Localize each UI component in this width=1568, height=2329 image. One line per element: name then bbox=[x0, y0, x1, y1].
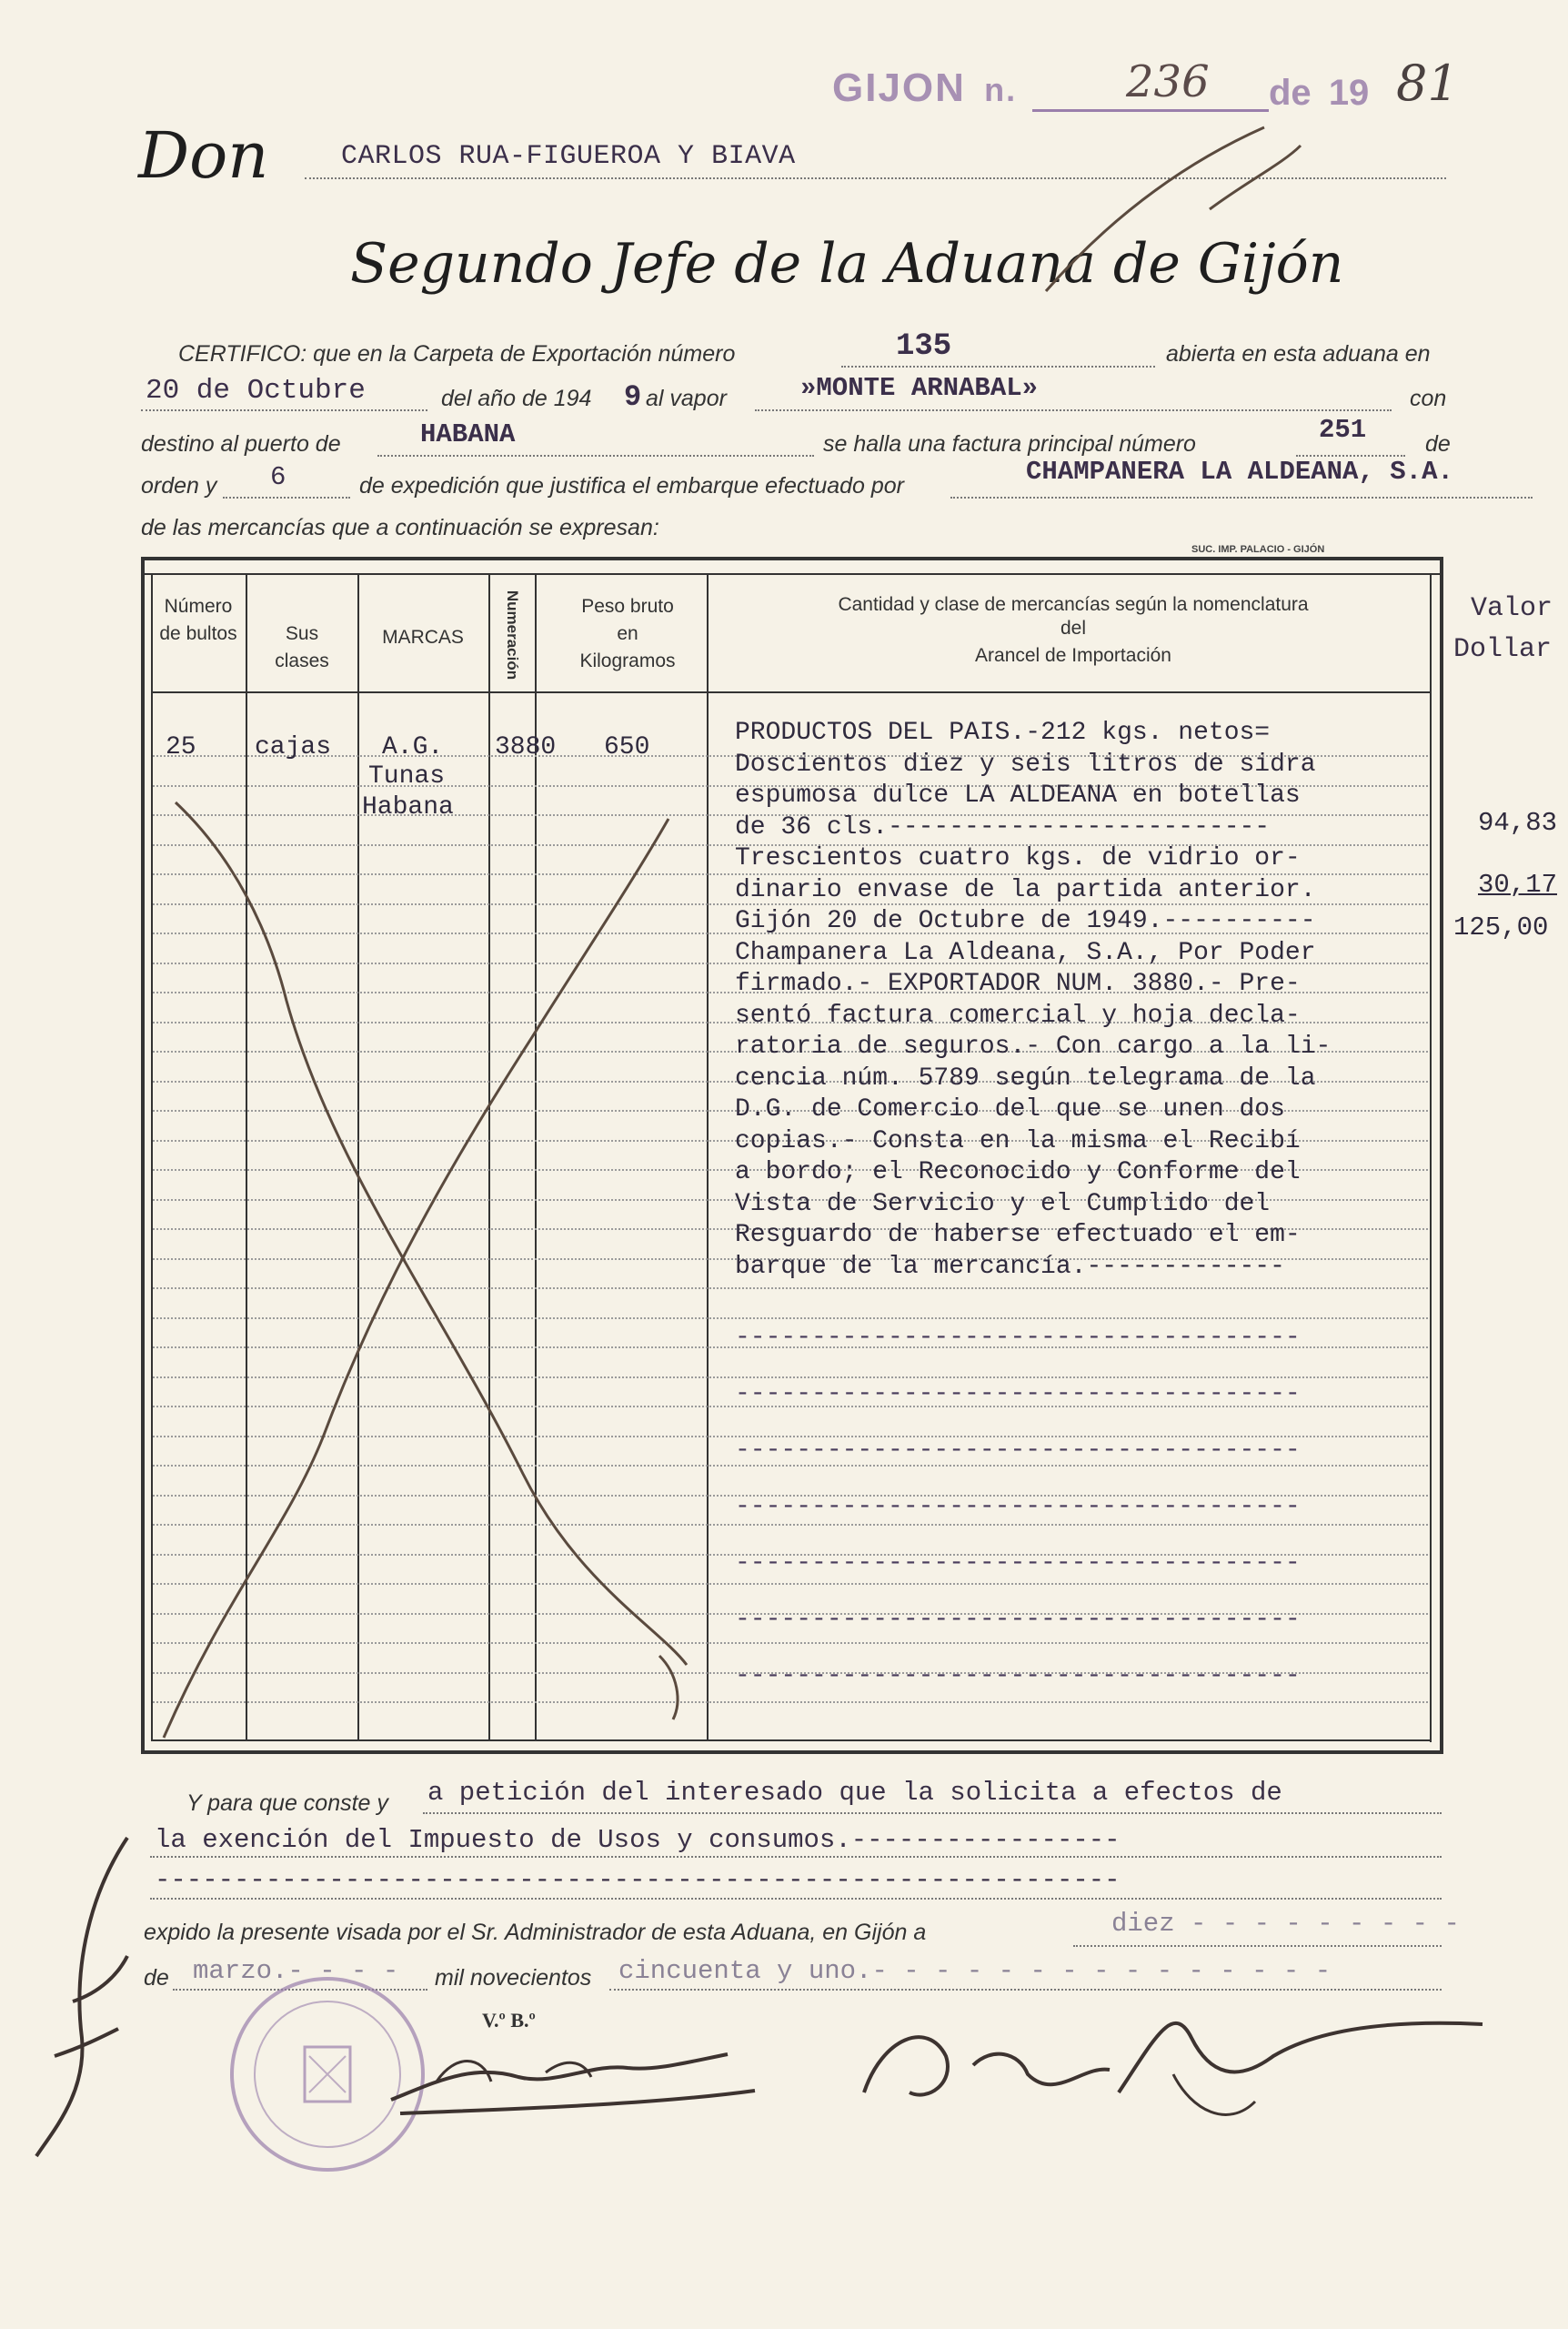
dash-row: ------------------------------------- bbox=[735, 1380, 1301, 1408]
expido-text: expido la presente visada por el Sr. Administrador de esta Aduana, en Gijón a bbox=[144, 1920, 927, 1945]
peticion-line-3: ------------------------------------------------------------- bbox=[155, 1865, 1121, 1895]
header-marcas: MARCAS bbox=[382, 627, 464, 648]
header-cantidad-3: Arancel de Importación bbox=[975, 645, 1171, 666]
table-bottom-border bbox=[141, 1750, 1443, 1754]
stamp-de: de bbox=[1269, 73, 1312, 113]
entry-bultos: 25 bbox=[166, 733, 196, 761]
destino-text: destino al puerto de bbox=[141, 431, 341, 457]
value-sidra: 94,83 bbox=[1478, 808, 1558, 838]
description-line: D.G. de Comercio del que se unen dos bbox=[735, 1095, 1285, 1124]
header-numeracion: Numeración bbox=[504, 590, 521, 681]
table-left-border bbox=[141, 557, 145, 1753]
description-line: copias.- Consta en la misma el Recibí bbox=[735, 1126, 1301, 1155]
description-line: cencia núm. 5789 según telegrama de la bbox=[735, 1064, 1316, 1093]
folder-number: 135 bbox=[896, 329, 952, 364]
description-line: Resguardo de haberse efectuado el em- bbox=[735, 1221, 1301, 1249]
entry-clases: cajas bbox=[255, 733, 332, 761]
description-line: Gijón 20 de Octubre de 1949.---------- bbox=[735, 907, 1316, 935]
header-bottom bbox=[151, 691, 1432, 693]
issue-day: diez - - - - - - - - - bbox=[1111, 1909, 1460, 1939]
expedition-number: 6 bbox=[270, 462, 286, 492]
value-total: 125,00 bbox=[1453, 912, 1549, 943]
dash-row: ------------------------------------- bbox=[735, 1606, 1301, 1634]
entry-peso: 650 bbox=[604, 733, 650, 761]
mil-novecientos-text: mil novecientos bbox=[435, 1965, 592, 1991]
de-text: de bbox=[1425, 431, 1451, 457]
stamp-n-label: n. bbox=[984, 71, 1018, 108]
folder-number-line bbox=[841, 366, 1155, 368]
last-line-text: de las mercancías que a continuación se expresan: bbox=[141, 515, 659, 540]
header-clases: Sus clases bbox=[275, 623, 329, 671]
de-month-label: de bbox=[144, 1965, 169, 1991]
port-line bbox=[377, 455, 814, 457]
header-valor: Valor bbox=[1471, 593, 1553, 624]
peticion-line-2: la exención del Impuesto de Usos y consumos.----------------- bbox=[155, 1825, 1121, 1855]
entry-marcas-2: Tunas bbox=[368, 762, 446, 791]
issue-year: cincuenta y uno.- - - - - - - - - - - - - - - bbox=[618, 1956, 1332, 1986]
description-line: a bordo; el Reconocido y Conforme del bbox=[735, 1158, 1301, 1186]
description-line: Trescientos cuatro kgs. de vidrio or- bbox=[735, 844, 1301, 872]
stamp-number: 236 bbox=[1126, 56, 1210, 107]
cross-out-strokes bbox=[150, 782, 714, 1747]
table-right-inner bbox=[1430, 573, 1432, 1742]
table-header-top bbox=[141, 573, 1442, 575]
margin-signature bbox=[18, 1820, 164, 2165]
entry-marcas-1: A.G. bbox=[382, 733, 444, 761]
dash-row: ------------------------------------- bbox=[735, 1549, 1301, 1578]
abierta-text: abierta en esta aduana en bbox=[1166, 341, 1431, 367]
date-opened-line bbox=[141, 409, 427, 411]
header-bultos: Número de bultos bbox=[159, 596, 237, 644]
vessel-line bbox=[755, 409, 1392, 411]
header-cantidad-1: Cantidad y clase de mercancías según la nomenclatura bbox=[838, 594, 1309, 615]
expedition-line bbox=[223, 497, 350, 499]
header-dollar: Dollar bbox=[1453, 634, 1553, 665]
peticion-underline-3 bbox=[150, 1898, 1442, 1900]
header-cantidad-2: del bbox=[1060, 618, 1087, 639]
exporter-line bbox=[950, 497, 1533, 499]
description-line: Doscientos diez y seis litros de sidra bbox=[735, 750, 1316, 779]
entry-numeracion: 3880 bbox=[495, 733, 557, 761]
expedicion-text: de expedición que justifica el embarque efectuado por bbox=[359, 473, 905, 499]
description-line: Champanera La Aldeana, S.A., Por Poder bbox=[735, 938, 1316, 967]
stamp-year-prefix: 19 bbox=[1328, 73, 1370, 113]
year-digit: 9 bbox=[624, 380, 642, 414]
del-ano-text: del año de 194 bbox=[441, 386, 592, 411]
exporter-name: CHAMPANERA LA ALDEANA, S.A. bbox=[1026, 457, 1453, 487]
para-que-text: Y para que conste y bbox=[186, 1790, 388, 1816]
peticion-underline-1 bbox=[423, 1812, 1442, 1814]
description-line: espumosa dulce LA ALDEANA en botellas bbox=[735, 781, 1301, 810]
certifico-intro: CERTIFICO: que en la Carpeta de Exportación número bbox=[178, 341, 736, 367]
description-line: de 36 cls.------------------------- bbox=[735, 812, 1271, 842]
description-line: barque de la mercancía.------------- bbox=[735, 1252, 1285, 1281]
description-line: dinario envase de la partida anterior. bbox=[735, 875, 1316, 904]
value-vidrio: 30,17 bbox=[1478, 870, 1558, 900]
issue-month: marzo.- - - - bbox=[193, 1956, 399, 1986]
page-title: Segundo Jefe de la Aduana de Gijón bbox=[350, 232, 1344, 296]
description-line: sentó factura comercial y hoja decla- bbox=[735, 1001, 1301, 1030]
table-top-border bbox=[141, 557, 1442, 560]
dash-row: ------------------------------------- bbox=[735, 1437, 1301, 1465]
factura-text: se halla una factura principal número bbox=[823, 431, 1196, 457]
description-line: PRODUCTOS DEL PAIS.-212 kgs. netos= bbox=[735, 719, 1271, 747]
peticion-line-1: a petición del interesado que la solicita a efectos de bbox=[427, 1778, 1282, 1808]
invoice-number: 251 bbox=[1319, 415, 1367, 445]
printer-mark: SUC. IMP. PALACIO - GIJÓN bbox=[1191, 544, 1325, 555]
description-line: ratoria de seguros.- Con cargo a la li- bbox=[735, 1033, 1332, 1061]
stamp-city: GIJON bbox=[832, 66, 966, 110]
office-stamp bbox=[832, 66, 1017, 111]
dash-row: ------------------------------------- bbox=[735, 1324, 1301, 1352]
description-line: Vista de Servicio y el Cumplido del bbox=[735, 1189, 1271, 1218]
day-underline bbox=[1073, 1945, 1442, 1947]
visto-bueno: V.º B.º bbox=[482, 2009, 536, 2032]
vessel-name: »MONTE ARNABAL» bbox=[800, 373, 1039, 403]
peticion-underline-2 bbox=[150, 1856, 1442, 1858]
title-pen-stroke bbox=[1028, 109, 1310, 309]
handwritten-year: 81 bbox=[1396, 55, 1459, 112]
don-label: Don bbox=[138, 118, 269, 193]
signature-right bbox=[846, 1983, 1501, 2147]
official-name: CARLOS RUA-FIGUEROA Y BIAVA bbox=[341, 141, 796, 172]
destination-port: HABANA bbox=[420, 419, 516, 449]
stamp-year bbox=[1269, 73, 1369, 114]
description-line: firmado.- EXPORTADOR NUM. 3880.- Pre- bbox=[735, 970, 1301, 998]
al-vapor-text: al vapor bbox=[646, 386, 727, 411]
table-right-border bbox=[1440, 557, 1443, 1753]
con-text: con bbox=[1410, 386, 1447, 411]
orden-text: orden y bbox=[141, 473, 217, 499]
dash-row: ------------------------------------- bbox=[735, 1493, 1301, 1521]
entry-marcas-3: Habana bbox=[362, 793, 454, 822]
date-opened: 20 de Octubre bbox=[146, 375, 366, 407]
signature-left bbox=[382, 2027, 764, 2127]
dash-row: ------------------------------------- bbox=[735, 1662, 1301, 1690]
header-peso: Peso bruto en Kilogramos bbox=[579, 596, 676, 671]
